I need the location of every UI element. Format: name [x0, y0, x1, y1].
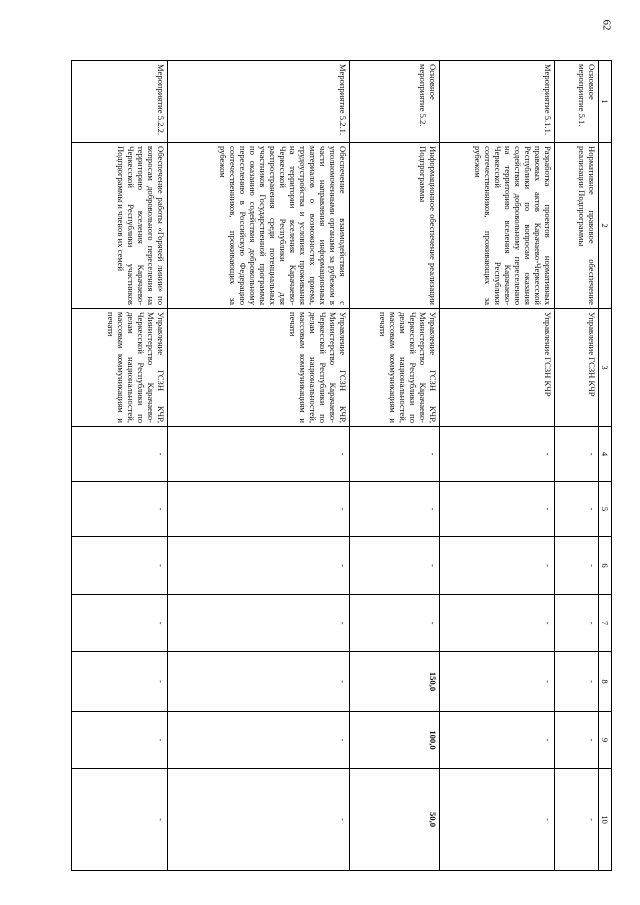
- measure-code-cell: Основное мероприятие 5.1.: [555, 61, 599, 143]
- header-cell: 10: [599, 769, 612, 871]
- value-cell: -: [440, 595, 555, 652]
- table-row: [555, 61, 599, 871]
- value-cell: -: [168, 537, 350, 595]
- value-cell: 100,0: [350, 712, 440, 769]
- value-cell: -: [350, 537, 440, 595]
- value-cell: -: [440, 427, 555, 482]
- header-cell: 9: [599, 712, 612, 769]
- value-cell: -: [72, 712, 168, 769]
- table-row: [440, 61, 555, 871]
- header-cell: 5: [599, 482, 612, 537]
- header-cell: 6: [599, 537, 612, 595]
- header-cell: 2: [599, 143, 612, 309]
- value-cell: -: [168, 482, 350, 537]
- value-cell: -: [168, 652, 350, 712]
- header-cell: 8: [599, 652, 612, 712]
- value-cell: -: [555, 769, 599, 871]
- value-cell: -: [168, 712, 350, 769]
- measure-code-cell: Мероприятие 5.1.1.: [440, 61, 555, 143]
- table-row: [168, 61, 350, 871]
- value-cell: -: [555, 427, 599, 482]
- value-cell: -: [168, 427, 350, 482]
- executor-cell: Управление ГСЗН КЧР: [440, 309, 555, 427]
- measure-description-cell: Информационное обеспечение реализации Подпрограммы: [350, 143, 440, 309]
- page-number: 62: [600, 19, 613, 31]
- measure-code-cell: Основное мероприятие 5.2.: [350, 61, 440, 143]
- value-cell: -: [440, 712, 555, 769]
- value-cell: -: [555, 482, 599, 537]
- value-cell: -: [555, 537, 599, 595]
- measure-description-cell: Обеспечение взаимодействия с уполномоченными органами за рубежом в части направления информационных материалов о возможностях приема, трудоустройства и условиях проживания на территории вселения Карачаево-Черкесской Республики для распространения среди потенциальных участников Государственной программы по оказанию содействия добровольному переселению в Российскую Федерацию соотечественников, проживающих за рубежом: [168, 143, 350, 309]
- executor-cell: Управление ГСЗН КЧР, Министерство Карачаево-Черкесской Республики по делам национальностей, массовым коммуникациям и печати: [72, 309, 168, 427]
- value-cell: -: [440, 769, 555, 871]
- measure-description-cell: Разработка проектов нормативных правовых актов Карачаево-Черкесской Республики по вопросам оказания содействия добровольному переселению на территорию вселения Карачаево-Черкесской Республики соотечественников, проживающих за рубежом: [440, 143, 555, 309]
- measure-description-cell: Нормативное правовое обеспечение реализации Подпрограммы: [555, 143, 599, 309]
- value-cell: -: [72, 482, 168, 537]
- value-cell: 150,0: [350, 652, 440, 712]
- header-row: [599, 61, 612, 871]
- value-cell: -: [555, 712, 599, 769]
- executor-cell: Управление ГСЗН КЧР: [555, 309, 599, 427]
- measure-code-cell: Мероприятие 5.2.2.: [72, 61, 168, 143]
- value-cell: -: [168, 595, 350, 652]
- value-cell: -: [440, 537, 555, 595]
- value-cell: 50,0: [350, 769, 440, 871]
- header-cell: 7: [599, 595, 612, 652]
- program-measures-table: [71, 60, 612, 871]
- value-cell: -: [350, 482, 440, 537]
- executor-cell: Управление ГСЗН КЧР, Министерство Карачаево-Черкесской Республики по делам национальностей, массовым коммуникациям и печати: [168, 309, 350, 427]
- measure-description-cell: Обеспечение работы «Горячей линии» по вопросам добровольного переселения на территорию вселения Карачаево-Черкесской Республики участников Подпрограммы и членов их семей: [72, 143, 168, 309]
- value-cell: -: [440, 652, 555, 712]
- value-cell: -: [72, 595, 168, 652]
- value-cell: -: [555, 595, 599, 652]
- rotated-table-container: [72, 60, 612, 870]
- value-cell: -: [440, 482, 555, 537]
- value-cell: -: [72, 427, 168, 482]
- value-cell: -: [72, 537, 168, 595]
- header-cell: 3: [599, 309, 612, 427]
- value-cell: -: [168, 769, 350, 871]
- header-cell: 4: [599, 427, 612, 482]
- value-cell: -: [72, 652, 168, 712]
- value-cell: -: [350, 595, 440, 652]
- header-cell: 1: [599, 61, 612, 143]
- executor-cell: Управление ГСЗН КЧР, Министерство Карачаево-Черкесской Республики по делам национальностей, массовым коммуникациям и печати: [350, 309, 440, 427]
- value-cell: -: [350, 427, 440, 482]
- measure-code-cell: Мероприятие 5.2.1.: [168, 61, 350, 143]
- table-row: [350, 61, 440, 871]
- value-cell: -: [555, 652, 599, 712]
- value-cell: -: [72, 769, 168, 871]
- table-row: [72, 61, 168, 871]
